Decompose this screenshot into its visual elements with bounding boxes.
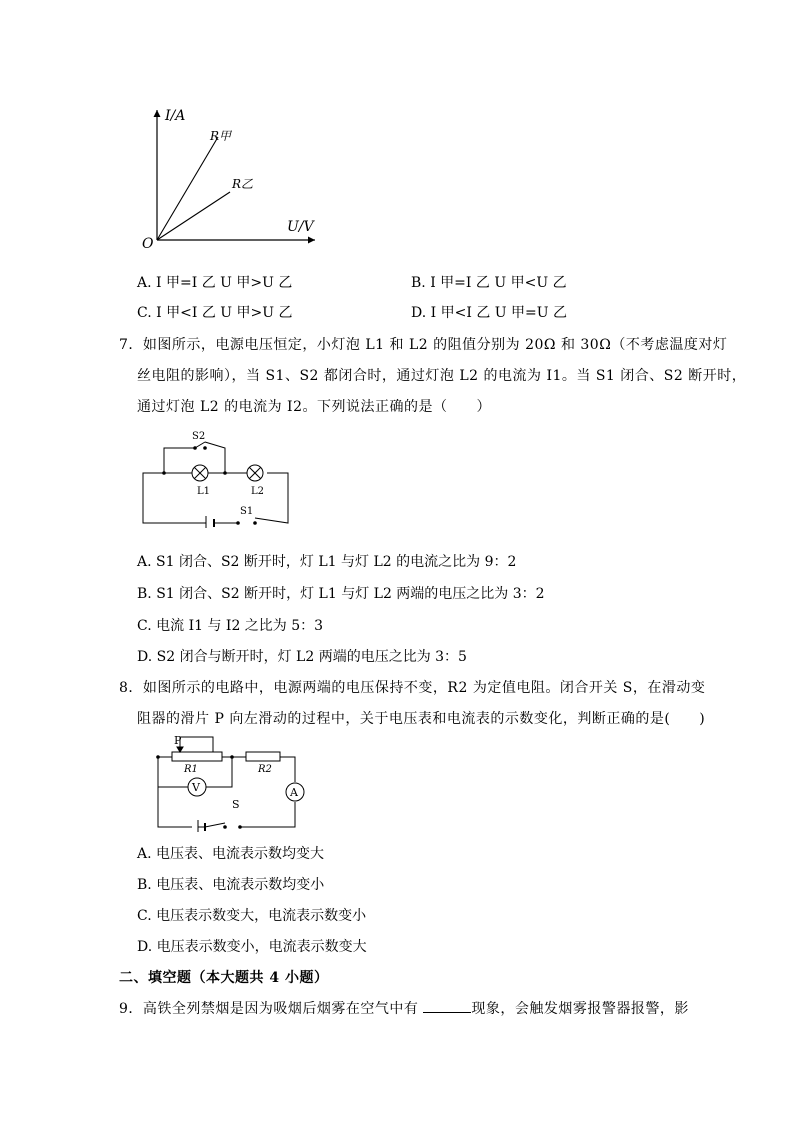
q7-line1: 7．如图所示，电源电压恒定，小灯泡 L1 和 L2 的阻值分别为 20Ω 和 30Ω（不考虑温度对灯 [119,337,728,353]
q7-label-l1: L1 [197,486,211,497]
line-r-yi [157,192,230,240]
q8-label-a: A [290,786,298,799]
q8-label-r2: R2 [258,764,272,775]
q8-rheostat-r1 [172,752,222,761]
q9-answer-blank[interactable] [423,1000,471,1013]
q7-option-b[interactable]: B. S1 闭合、S2 断开时，灯 L1 与灯 L2 两端的电压之比为 3：2 [137,586,545,602]
q8-label-v: V [192,781,200,794]
q9-line1: 9．高铁全列禁烟是因为吸烟后烟雾在空气中有 现象，会触发烟雾报警器报警，影 [119,1001,689,1017]
q7-line3: 通过灯泡 L2 的电流为 I2。下列说法正确的是（ ） [137,399,491,415]
q8-option-d[interactable]: D. 电压表示数变小，电流表示数变大 [137,939,367,955]
q8-ammeter [286,783,304,801]
q7-line2: 丝电阻的影响），当 S1、S2 都闭合时，通过灯泡 L2 的电流为 I1。当 S1 闭合、S2 断开时， [137,368,747,384]
q8-option-b[interactable]: B. 电压表、电流表示数均变小 [137,877,325,893]
q7-number: 7． [119,337,143,353]
q8-circuit [140,732,315,832]
q8-option-a[interactable]: A. 电压表、电流表示数均变大 [137,846,325,862]
q7-lamp-l1 [192,465,208,481]
y-axis-label: I/A [165,108,186,124]
q6-option-d[interactable]: D. I 甲<I 乙 U 甲=U 乙 [411,305,568,321]
iu-graph [130,100,330,255]
q7-option-c[interactable]: C. 电流 I1 与 I2 之比为 5：3 [137,618,324,634]
x-axis-label: U/V [287,219,314,235]
label-r-jia: R甲 [210,129,232,143]
q7-circuit [140,428,295,528]
q8-line2: 阻器的滑片 P 向左滑动的过程中，关于电压表和电流表的示数变化，判断正确的是( ) [137,711,706,727]
q7-option-a[interactable]: A. S1 闭合、S2 断开时，灯 L1 与灯 L2 的电流之比为 9：2 [137,554,517,570]
q8-label-s: S [232,798,240,811]
q7-switch-s1 [236,521,257,525]
section-2-title: 二、填空题（本大题共 4 小题） [119,970,329,986]
q7-switch-s2 [193,442,207,450]
q8-label-r1: R1 [184,764,198,775]
q8-switch-s [223,825,242,829]
q8-option-c[interactable]: C. 电压表示数变大，电流表示数变小 [137,908,367,924]
q7-lamp-l2 [247,465,263,481]
q7-battery [206,516,214,528]
q8-wire-main [158,757,295,827]
q8-voltmeter [188,778,206,796]
q8-resistor-r2 [246,752,280,761]
q8-number: 8． [119,680,143,696]
q7-wire-outer [143,473,288,523]
q6-option-b[interactable]: B. I 甲=I 乙 U 甲<U 乙 [411,275,567,291]
origin-label: O [142,236,154,252]
label-r-yi: R乙 [232,177,254,191]
q6-option-a[interactable]: A. I 甲=I 乙 U 甲>U 乙 [137,275,293,291]
q9-number: 9． [119,1001,143,1017]
q7-label-l2: L2 [251,486,265,497]
q8-label-p: P [174,734,182,747]
q6-option-c[interactable]: C. I 甲<I 乙 U 甲>U 乙 [137,305,293,321]
q8-line1: 8．如图所示的电路中，电源两端的电压保持不变，R2 为定值电阻。闭合开关 S，在滑动变 [119,680,706,696]
q8-battery [198,820,205,832]
q7-label-s2: S2 [192,431,206,442]
q7-option-d[interactable]: D. S2 闭合与断开时，灯 L2 两端的电压之比为 3：5 [137,649,467,665]
q7-label-s1: S1 [240,506,254,517]
line-r-jia [157,137,218,240]
